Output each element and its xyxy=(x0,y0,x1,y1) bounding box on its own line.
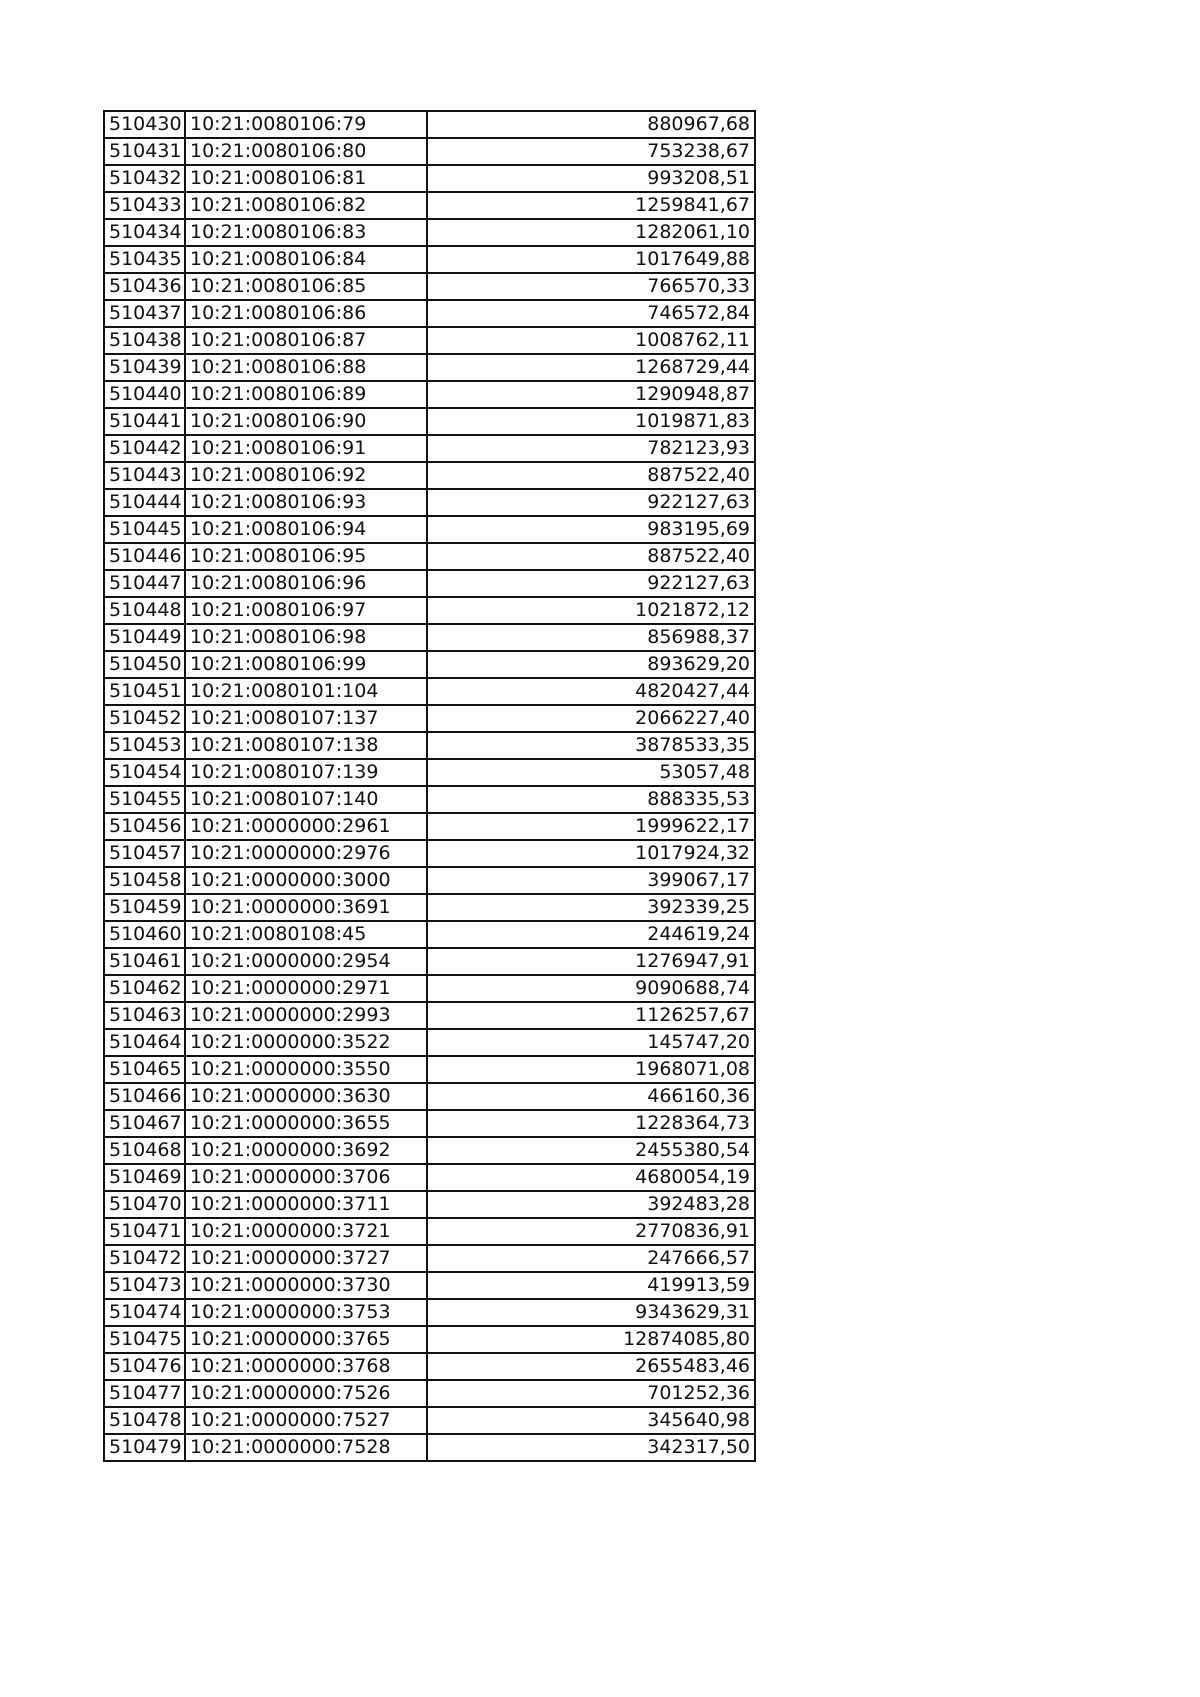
cadastral-number-cell: 10:21:0080106:86 xyxy=(185,300,427,327)
cadastral-number-cell: 10:21:0000000:3550 xyxy=(185,1056,427,1083)
row-number-cell: 510430 xyxy=(104,111,185,138)
cadastral-value-cell: 9343629,31 xyxy=(427,1299,755,1326)
row-number-cell: 510455 xyxy=(104,786,185,813)
table-row xyxy=(104,1245,755,1272)
cadastral-number-cell: 10:21:0080106:98 xyxy=(185,624,427,651)
table-row xyxy=(104,948,755,975)
table-row xyxy=(104,1299,755,1326)
row-number-cell: 510437 xyxy=(104,300,185,327)
table-row xyxy=(104,624,755,651)
cadastral-number-cell: 10:21:0080106:79 xyxy=(185,111,427,138)
table-row xyxy=(104,894,755,921)
cadastral-number-cell: 10:21:0000000:2976 xyxy=(185,840,427,867)
row-number-cell: 510476 xyxy=(104,1353,185,1380)
row-number-cell: 510457 xyxy=(104,840,185,867)
cadastral-value-cell: 9090688,74 xyxy=(427,975,755,1002)
cadastral-value-cell: 1290948,87 xyxy=(427,381,755,408)
table-row xyxy=(104,1407,755,1434)
cadastral-value-cell: 1999622,17 xyxy=(427,813,755,840)
cadastral-value-cell: 392339,25 xyxy=(427,894,755,921)
row-number-cell: 510479 xyxy=(104,1434,185,1461)
row-number-cell: 510443 xyxy=(104,462,185,489)
cadastral-value-cell: 1259841,67 xyxy=(427,192,755,219)
table-row xyxy=(104,408,755,435)
cadastral-number-cell: 10:21:0080107:139 xyxy=(185,759,427,786)
cadastral-value-cell: 993208,51 xyxy=(427,165,755,192)
row-number-cell: 510470 xyxy=(104,1191,185,1218)
table-row xyxy=(104,1353,755,1380)
cadastral-value-cell: 893629,20 xyxy=(427,651,755,678)
cadastral-value-cell: 1282061,10 xyxy=(427,219,755,246)
table-row xyxy=(104,219,755,246)
cadastral-value-cell: 145747,20 xyxy=(427,1029,755,1056)
table-row xyxy=(104,813,755,840)
row-number-cell: 510462 xyxy=(104,975,185,1002)
cadastral-value-cell: 4820427,44 xyxy=(427,678,755,705)
cadastral-number-cell: 10:21:0080106:90 xyxy=(185,408,427,435)
cadastral-number-cell: 10:21:0080106:80 xyxy=(185,138,427,165)
cadastral-value-cell: 1017649,88 xyxy=(427,246,755,273)
cadastral-value-cell: 1021872,12 xyxy=(427,597,755,624)
cadastral-value-cell: 746572,84 xyxy=(427,300,755,327)
row-number-cell: 510459 xyxy=(104,894,185,921)
row-number-cell: 510450 xyxy=(104,651,185,678)
cadastral-value-cell: 1268729,44 xyxy=(427,354,755,381)
cadastral-value-cell: 922127,63 xyxy=(427,570,755,597)
cadastral-value-cell: 399067,17 xyxy=(427,867,755,894)
cadastral-value-cell: 3878533,35 xyxy=(427,732,755,759)
table-row xyxy=(104,1056,755,1083)
cadastral-value-cell: 53057,48 xyxy=(427,759,755,786)
row-number-cell: 510441 xyxy=(104,408,185,435)
document-page xyxy=(103,110,756,1462)
cadastral-number-cell: 10:21:0080106:92 xyxy=(185,462,427,489)
row-number-cell: 510468 xyxy=(104,1137,185,1164)
cadastral-number-cell: 10:21:0000000:3000 xyxy=(185,867,427,894)
row-number-cell: 510445 xyxy=(104,516,185,543)
row-number-cell: 510446 xyxy=(104,543,185,570)
row-number-cell: 510448 xyxy=(104,597,185,624)
table-row xyxy=(104,1218,755,1245)
row-number-cell: 510433 xyxy=(104,192,185,219)
cadastral-value-cell: 247666,57 xyxy=(427,1245,755,1272)
cadastral-number-cell: 10:21:0000000:3691 xyxy=(185,894,427,921)
cadastral-number-cell: 10:21:0080106:89 xyxy=(185,381,427,408)
cadastral-number-cell: 10:21:0000000:2961 xyxy=(185,813,427,840)
row-number-cell: 510436 xyxy=(104,273,185,300)
table-row xyxy=(104,1029,755,1056)
cadastral-value-cell: 1017924,32 xyxy=(427,840,755,867)
cadastral-value-cell: 753238,67 xyxy=(427,138,755,165)
cadastral-value-cell: 345640,98 xyxy=(427,1407,755,1434)
row-number-cell: 510466 xyxy=(104,1083,185,1110)
table-row xyxy=(104,1272,755,1299)
cadastral-number-cell: 10:21:0080108:45 xyxy=(185,921,427,948)
table-row xyxy=(104,327,755,354)
cadastral-number-cell: 10:21:0080106:99 xyxy=(185,651,427,678)
table-row xyxy=(104,921,755,948)
row-number-cell: 510435 xyxy=(104,246,185,273)
table-row xyxy=(104,192,755,219)
table-row xyxy=(104,381,755,408)
cadastral-value-cell: 880967,68 xyxy=(427,111,755,138)
cadastral-number-cell: 10:21:0000000:3768 xyxy=(185,1353,427,1380)
cadastral-value-cell: 782123,93 xyxy=(427,435,755,462)
row-number-cell: 510458 xyxy=(104,867,185,894)
cadastral-value-cell: 2655483,46 xyxy=(427,1353,755,1380)
cadastral-value-cell: 888335,53 xyxy=(427,786,755,813)
table-row xyxy=(104,1380,755,1407)
cadastral-value-cell: 1968071,08 xyxy=(427,1056,755,1083)
cadastral-number-cell: 10:21:0000000:3706 xyxy=(185,1164,427,1191)
table-row xyxy=(104,489,755,516)
cadastral-value-cell: 1228364,73 xyxy=(427,1110,755,1137)
table-row xyxy=(104,705,755,732)
cadastral-number-cell: 10:21:0000000:3721 xyxy=(185,1218,427,1245)
table-row xyxy=(104,867,755,894)
cadastral-number-cell: 10:21:0080107:140 xyxy=(185,786,427,813)
cadastral-number-cell: 10:21:0080106:87 xyxy=(185,327,427,354)
cadastral-number-cell: 10:21:0080106:81 xyxy=(185,165,427,192)
cadastral-number-cell: 10:21:0080106:83 xyxy=(185,219,427,246)
cadastral-value-cell: 392483,28 xyxy=(427,1191,755,1218)
table-row xyxy=(104,651,755,678)
table-row xyxy=(104,138,755,165)
table-row xyxy=(104,840,755,867)
cadastral-number-cell: 10:21:0080106:93 xyxy=(185,489,427,516)
cadastral-value-cell: 856988,37 xyxy=(427,624,755,651)
cadastral-value-cell: 1008762,11 xyxy=(427,327,755,354)
cadastral-number-cell: 10:21:0080107:137 xyxy=(185,705,427,732)
cadastral-number-cell: 10:21:0000000:2971 xyxy=(185,975,427,1002)
row-number-cell: 510465 xyxy=(104,1056,185,1083)
cadastral-number-cell: 10:21:0000000:3711 xyxy=(185,1191,427,1218)
cadastral-number-cell: 10:21:0000000:3655 xyxy=(185,1110,427,1137)
cadastral-value-cell: 244619,24 xyxy=(427,921,755,948)
row-number-cell: 510434 xyxy=(104,219,185,246)
cadastral-value-cell: 701252,36 xyxy=(427,1380,755,1407)
row-number-cell: 510439 xyxy=(104,354,185,381)
table-row xyxy=(104,1164,755,1191)
cadastral-value-cell: 887522,40 xyxy=(427,543,755,570)
table-row xyxy=(104,1137,755,1164)
cadastral-number-cell: 10:21:0080107:138 xyxy=(185,732,427,759)
cadastral-value-cell: 419913,59 xyxy=(427,1272,755,1299)
cadastral-value-cell: 2770836,91 xyxy=(427,1218,755,1245)
row-number-cell: 510444 xyxy=(104,489,185,516)
cadastral-value-table xyxy=(103,110,756,1462)
cadastral-number-cell: 10:21:0000000:3753 xyxy=(185,1299,427,1326)
cadastral-value-cell: 766570,33 xyxy=(427,273,755,300)
cadastral-number-cell: 10:21:0000000:3730 xyxy=(185,1272,427,1299)
cadastral-value-cell: 342317,50 xyxy=(427,1434,755,1461)
cadastral-value-cell: 4680054,19 xyxy=(427,1164,755,1191)
cadastral-number-cell: 10:21:0080106:88 xyxy=(185,354,427,381)
cadastral-number-cell: 10:21:0080106:91 xyxy=(185,435,427,462)
row-number-cell: 510440 xyxy=(104,381,185,408)
row-number-cell: 510469 xyxy=(104,1164,185,1191)
cadastral-value-cell: 983195,69 xyxy=(427,516,755,543)
table-row xyxy=(104,975,755,1002)
cadastral-value-cell: 12874085,80 xyxy=(427,1326,755,1353)
row-number-cell: 510460 xyxy=(104,921,185,948)
cadastral-number-cell: 10:21:0000000:3692 xyxy=(185,1137,427,1164)
table-row xyxy=(104,597,755,624)
table-row xyxy=(104,678,755,705)
table-row xyxy=(104,732,755,759)
cadastral-value-cell: 887522,40 xyxy=(427,462,755,489)
row-number-cell: 510447 xyxy=(104,570,185,597)
table-row xyxy=(104,246,755,273)
table-row xyxy=(104,1191,755,1218)
cadastral-number-cell: 10:21:0000000:2954 xyxy=(185,948,427,975)
table-row xyxy=(104,786,755,813)
table-body xyxy=(104,111,755,1461)
cadastral-value-cell: 922127,63 xyxy=(427,489,755,516)
cadastral-number-cell: 10:21:0080106:82 xyxy=(185,192,427,219)
table-row xyxy=(104,354,755,381)
cadastral-value-cell: 2066227,40 xyxy=(427,705,755,732)
row-number-cell: 510449 xyxy=(104,624,185,651)
row-number-cell: 510478 xyxy=(104,1407,185,1434)
row-number-cell: 510432 xyxy=(104,165,185,192)
table-row xyxy=(104,543,755,570)
row-number-cell: 510461 xyxy=(104,948,185,975)
table-row xyxy=(104,435,755,462)
table-row xyxy=(104,759,755,786)
row-number-cell: 510472 xyxy=(104,1245,185,1272)
row-number-cell: 510456 xyxy=(104,813,185,840)
row-number-cell: 510442 xyxy=(104,435,185,462)
table-row xyxy=(104,1434,755,1461)
table-row xyxy=(104,1110,755,1137)
cadastral-number-cell: 10:21:0000000:7526 xyxy=(185,1380,427,1407)
table-row xyxy=(104,1326,755,1353)
table-row xyxy=(104,570,755,597)
cadastral-number-cell: 10:21:0080106:95 xyxy=(185,543,427,570)
row-number-cell: 510451 xyxy=(104,678,185,705)
cadastral-number-cell: 10:21:0080106:84 xyxy=(185,246,427,273)
cadastral-value-cell: 1126257,67 xyxy=(427,1002,755,1029)
row-number-cell: 510467 xyxy=(104,1110,185,1137)
cadastral-number-cell: 10:21:0080106:97 xyxy=(185,597,427,624)
row-number-cell: 510471 xyxy=(104,1218,185,1245)
table-row xyxy=(104,1002,755,1029)
cadastral-number-cell: 10:21:0000000:7528 xyxy=(185,1434,427,1461)
cadastral-value-cell: 466160,36 xyxy=(427,1083,755,1110)
cadastral-number-cell: 10:21:0000000:2993 xyxy=(185,1002,427,1029)
cadastral-number-cell: 10:21:0080106:96 xyxy=(185,570,427,597)
row-number-cell: 510475 xyxy=(104,1326,185,1353)
cadastral-value-cell: 1276947,91 xyxy=(427,948,755,975)
table-row xyxy=(104,300,755,327)
cadastral-number-cell: 10:21:0000000:3727 xyxy=(185,1245,427,1272)
row-number-cell: 510463 xyxy=(104,1002,185,1029)
row-number-cell: 510454 xyxy=(104,759,185,786)
row-number-cell: 510453 xyxy=(104,732,185,759)
table-row xyxy=(104,516,755,543)
cadastral-value-cell: 2455380,54 xyxy=(427,1137,755,1164)
cadastral-number-cell: 10:21:0000000:3630 xyxy=(185,1083,427,1110)
cadastral-number-cell: 10:21:0080106:94 xyxy=(185,516,427,543)
table-row xyxy=(104,165,755,192)
row-number-cell: 510452 xyxy=(104,705,185,732)
row-number-cell: 510477 xyxy=(104,1380,185,1407)
row-number-cell: 510431 xyxy=(104,138,185,165)
cadastral-value-cell: 1019871,83 xyxy=(427,408,755,435)
row-number-cell: 510474 xyxy=(104,1299,185,1326)
table-row xyxy=(104,273,755,300)
cadastral-number-cell: 10:21:0000000:3522 xyxy=(185,1029,427,1056)
cadastral-number-cell: 10:21:0080101:104 xyxy=(185,678,427,705)
cadastral-number-cell: 10:21:0000000:7527 xyxy=(185,1407,427,1434)
cadastral-number-cell: 10:21:0080106:85 xyxy=(185,273,427,300)
table-row xyxy=(104,1083,755,1110)
row-number-cell: 510473 xyxy=(104,1272,185,1299)
table-row xyxy=(104,462,755,489)
row-number-cell: 510464 xyxy=(104,1029,185,1056)
table-row xyxy=(104,111,755,138)
cadastral-number-cell: 10:21:0000000:3765 xyxy=(185,1326,427,1353)
row-number-cell: 510438 xyxy=(104,327,185,354)
